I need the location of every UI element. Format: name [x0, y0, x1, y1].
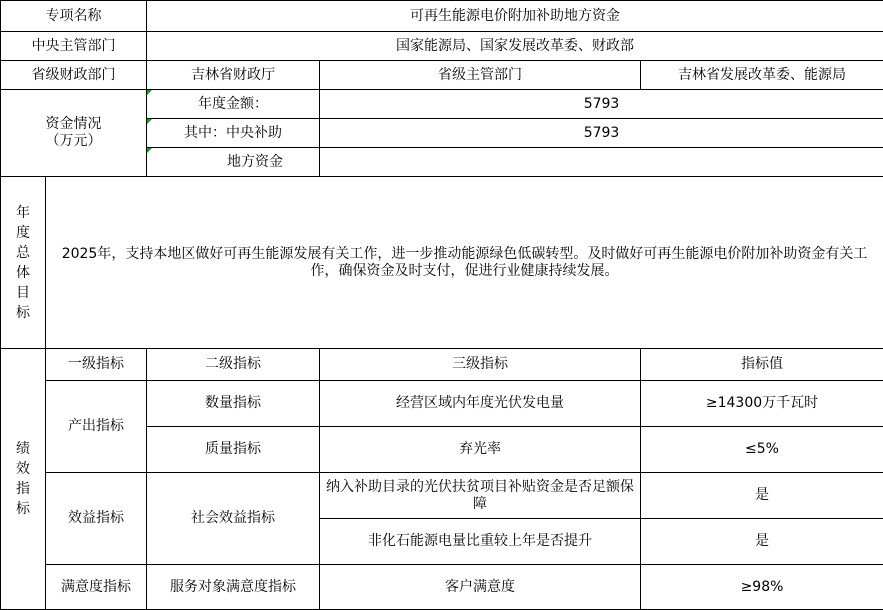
funds-label: 资金情况（万元）: [1, 90, 147, 177]
central-subsidy-value: 5793: [320, 119, 883, 148]
service-satisfaction-indicator: 服务对象满意度指标: [147, 565, 320, 610]
perf-indicators-label: 绩效指标: [1, 349, 46, 610]
poverty-pv-subsidy-indicator: 纳入补助目录的光伏扶贫项目补贴资金是否足额保障: [320, 473, 641, 519]
poverty-pv-subsidy-value: 是: [641, 473, 883, 519]
quantity-indicator: 数量指标: [147, 381, 320, 427]
local-funds-value: [320, 148, 883, 177]
annual-amount-label: 年度金额：: [147, 90, 320, 119]
customer-satisfaction-indicator: 客户满意度: [320, 565, 641, 610]
output-indicator: 产出指标: [46, 381, 147, 473]
curtailment-rate-indicator: 弃光率: [320, 427, 641, 473]
prov-finance-label: 省级财政部门: [1, 61, 147, 90]
header-level2: 二级指标: [147, 349, 320, 381]
annual-amount-value: 5793: [320, 90, 883, 119]
non-fossil-share-value: 是: [641, 519, 883, 565]
prov-dept-label: 省级主管部门: [320, 61, 641, 90]
benefit-indicator: 效益指标: [46, 473, 147, 565]
header-level1: 一级指标: [46, 349, 147, 381]
project-name-label: 专项名称: [1, 1, 147, 32]
project-name-value: 可再生能源电价附加补助地方资金: [147, 1, 883, 32]
curtailment-rate-value: ≤5%: [641, 427, 883, 473]
customer-satisfaction-value: ≥98%: [641, 565, 883, 610]
social-benefit-indicator: 社会效益指标: [147, 473, 320, 565]
prov-finance-value: 吉林省财政厅: [147, 61, 320, 90]
header-level3: 三级指标: [320, 349, 641, 381]
local-funds-label: 地方资金: [147, 148, 320, 177]
central-subsidy-label: 其中：中央补助: [147, 119, 320, 148]
central-dept-value: 国家能源局、国家发展改革委、财政部: [147, 32, 883, 61]
annual-goal-text: 2025年，支持本地区做好可再生能源发展有关工作，进一步推动能源绿色低碳转型。及时做好可再生能源电价附加补助资金有关工作，确保资金及时支付，促进行业健康持续发展。: [46, 177, 883, 349]
non-fossil-share-indicator: 非化石能源电量比重较上年是否提升: [320, 519, 641, 565]
prov-dept-value: 吉林省发展改革委、能源局: [641, 61, 883, 90]
pv-generation-indicator: 经营区域内年度光伏发电量: [320, 381, 641, 427]
quality-indicator: 质量指标: [147, 427, 320, 473]
satisfaction-indicator: 满意度指标: [46, 565, 147, 610]
central-dept-label: 中央主管部门: [1, 32, 147, 61]
header-value: 指标值: [641, 349, 883, 381]
pv-generation-value: ≥14300万千瓦时: [641, 381, 883, 427]
annual-goal-label: 年度总体目标: [1, 177, 46, 349]
